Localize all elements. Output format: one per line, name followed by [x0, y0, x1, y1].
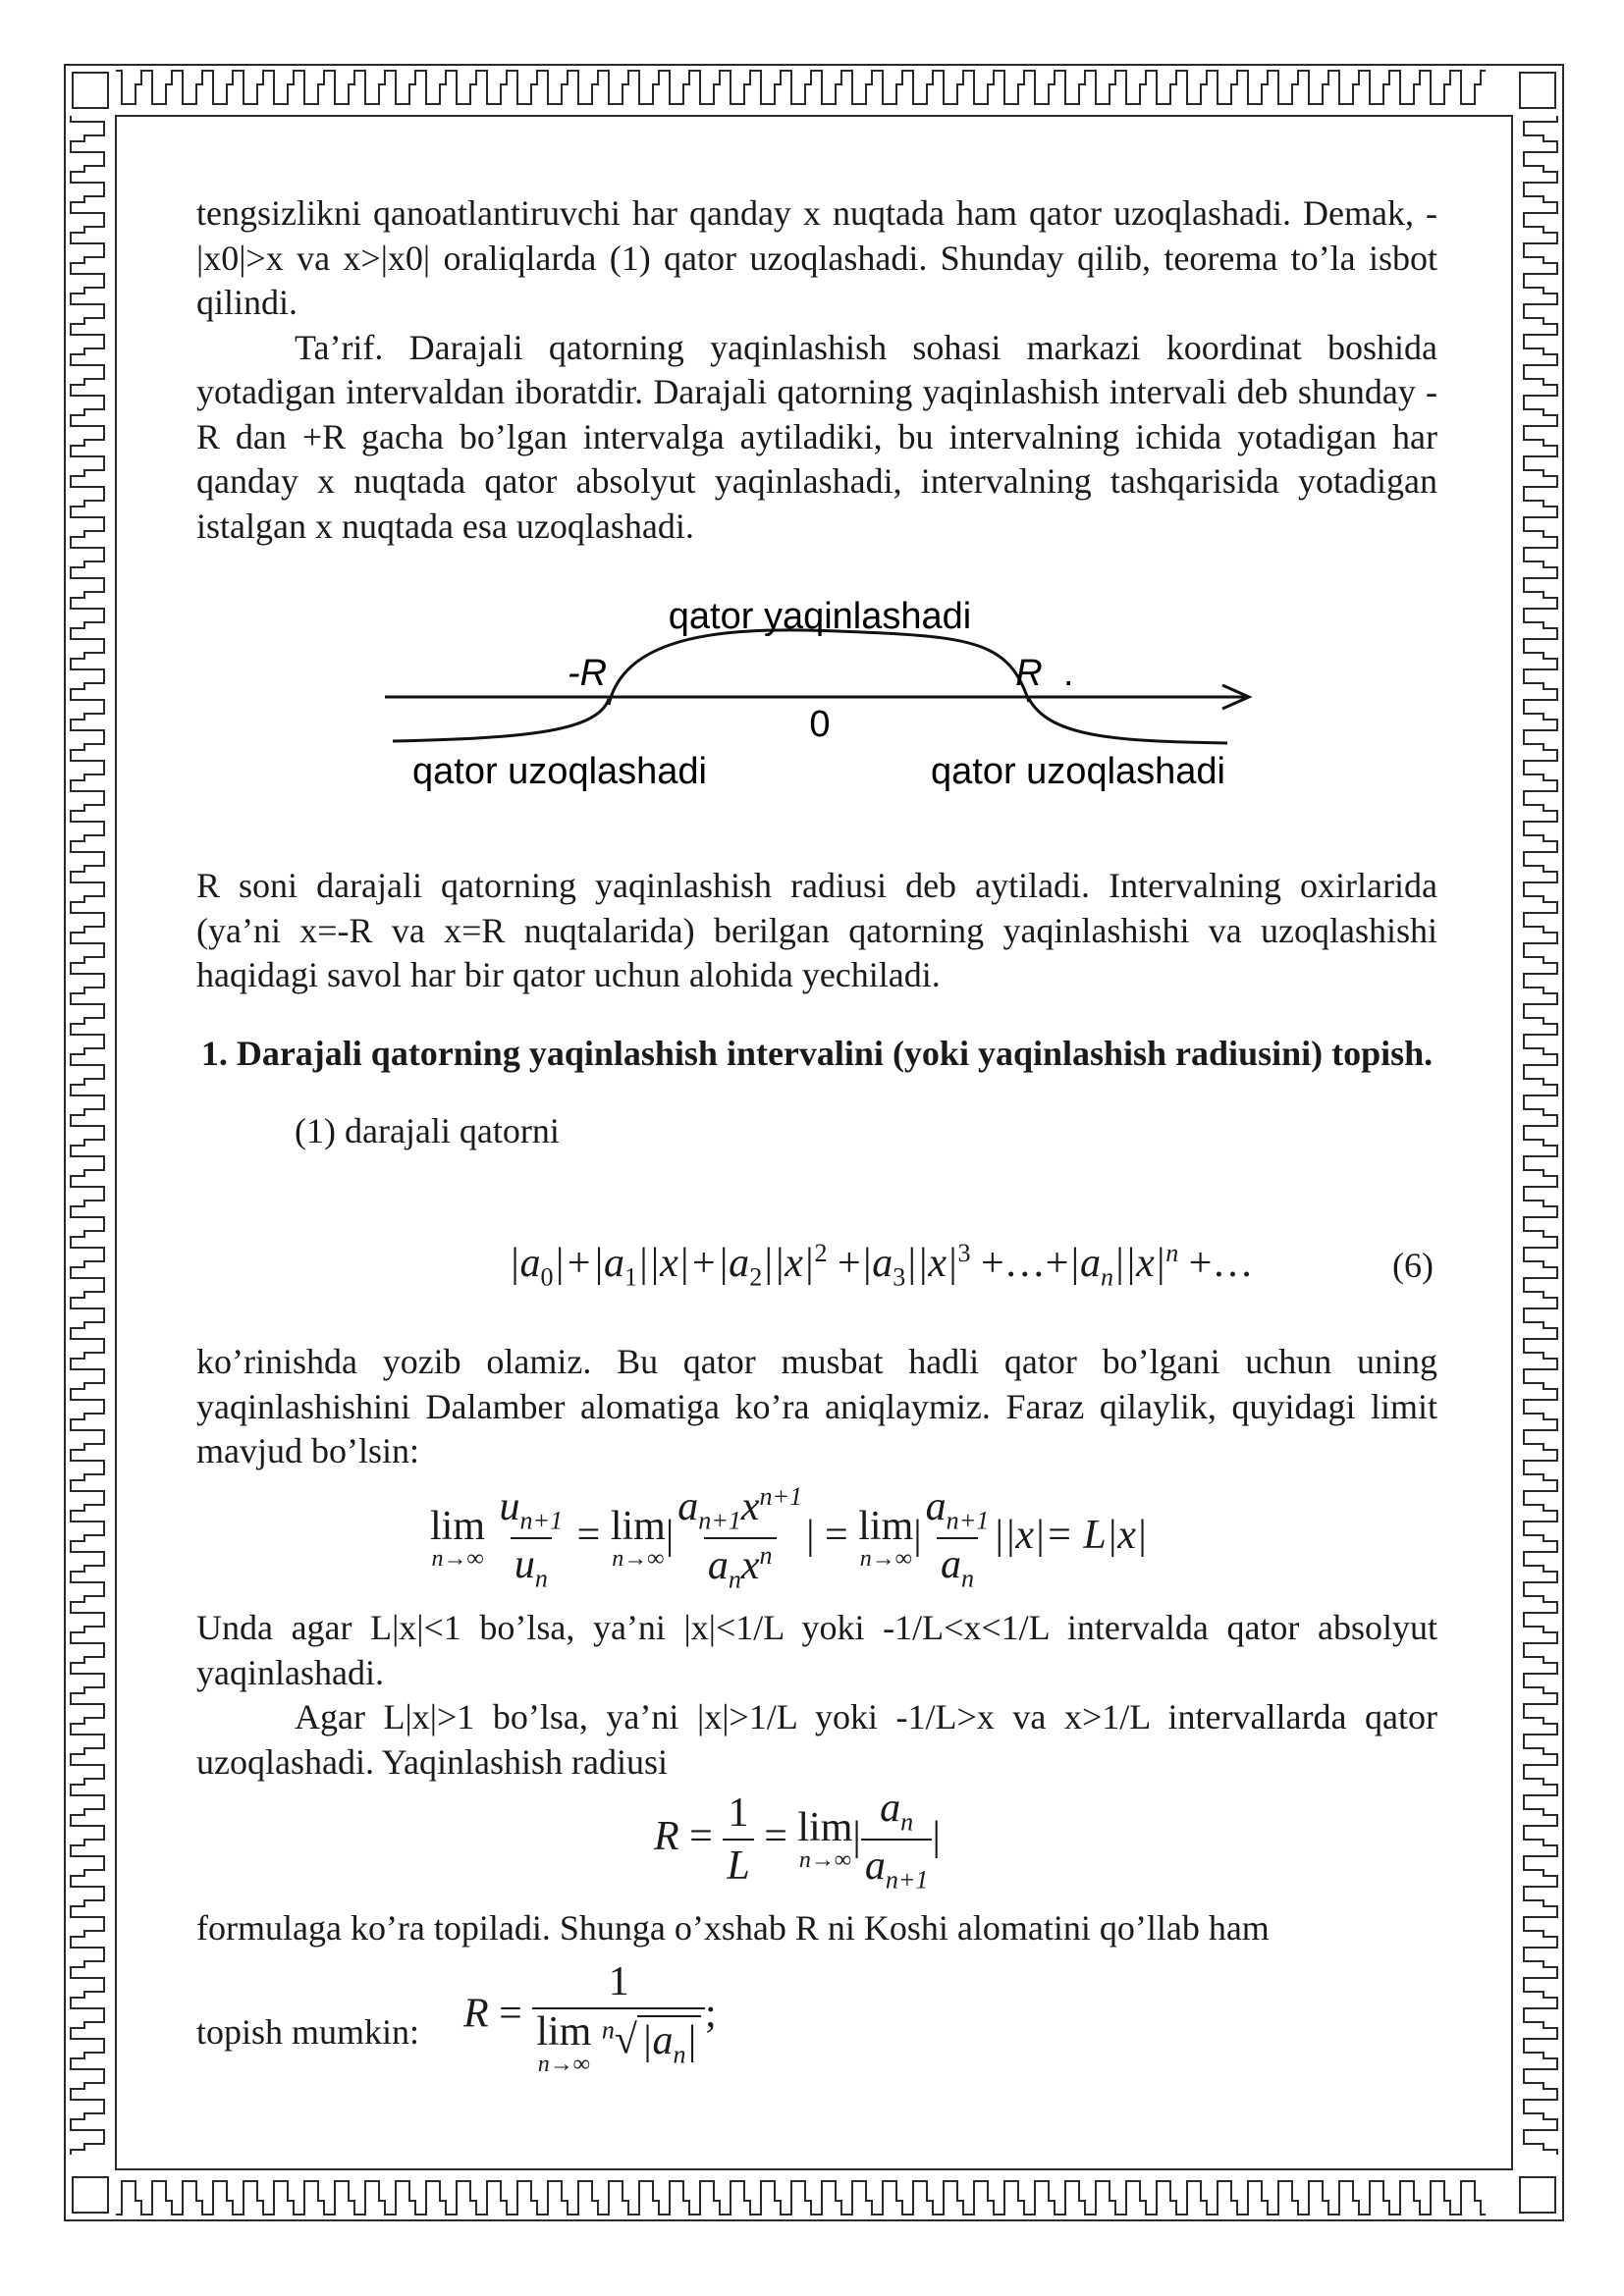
paragraph-koshi: formulaga ko’ra topiladi. Shunga o’xshab R ni Koshi alomatini qo’llab ham [196, 1908, 1270, 1948]
page-body-3 [196, 1340, 1437, 1474]
paragraph-divergence: Agar L|x|>1 bo’lsa, ya’ni |x|>1/L yoki -1/L>x va x>1/L intervallarda qator uzoqlashadi. Yaqinlashish radiusi [196, 1697, 1437, 1782]
paragraph-find: topish mumkin: [196, 2012, 420, 2052]
label-origin: 0 [809, 704, 831, 745]
convergence-diagram [373, 589, 1276, 805]
label-diverges-right: qator uzoqlashadi [931, 751, 1225, 792]
left-divergence-arc [393, 699, 609, 741]
equation-dalamber-limit: lim n→∞ $\frac{u_{n+1}}{u_n}$ = lim n→∞ | $\frac{a_{n+1}x^{n+1}}{a_nx^n}$ | = lim n→∞ | $\frac{a_{n+1}}{a_n}$ ||x|= L|x| [430, 1482, 1148, 1594]
page-body-2 [196, 864, 1437, 1154]
page-body [196, 191, 1437, 549]
section-heading: 1. Darajali qatorning yaqinlashish intervalini (yoki yaqinlashish radiusini) topish. [200, 1033, 1434, 1073]
paragraph-continuation: tengsizlikni qanoatlantiruvchi har qanday x nuqtada ham qator uzoqlashadi. Demak, -|x0|>x va x>|x0| oraliqlarda (1) qator uzoqlashadi. Shunday qilib, teorema to’la isbot qilindi. [196, 193, 1437, 322]
convergence-arc [609, 630, 1029, 705]
equation-radius: R = $\frac{1}{L}$ = lim n→∞ | $\frac{a_n}{a_{n+1}}$ | [654, 1786, 941, 1895]
label-dot: . [1063, 653, 1074, 694]
label-r: R [1015, 653, 1043, 694]
page-body-4 [196, 1606, 1437, 1785]
right-divergence-arc [1029, 699, 1227, 743]
page-body-5 [196, 1906, 1437, 1951]
paragraph-dalamber: ko’rinishda yozib olamiz. Bu qator musbat hadli qator bo’lgani uchun uning yaqinlashishini Dalamber alomatiga ko’ra aniqlaymiz. Faraz qilaylik, quyidagi limit mavjud bo’lsin: [196, 1342, 1437, 1470]
paragraph-definition: Ta’rif. Darajali qatorning yaqinlashish sohasi markazi koordinat boshida yotadigan intervaldan iboratdir. Darajali qatorning yaqinlashish intervali deb shunday -R dan +R gacha bo’lgan intervalga aytiladiki, bu intervalning ichida yotadigan har qanday x nuqtada qator absolyut yaqinlashadi, intervalning tashqarisida yotadigan istalgan x nuqtada esa uzoqlashadi. [196, 327, 1437, 546]
equation-koshi: R = 1 lim n→∞ $^n√|a_n|$ ; [463, 1959, 717, 2077]
label-diverges-left: qator uzoqlashadi [412, 751, 707, 792]
equation-6: $|a_0|+|a_1||x|+|a_2||x|^2 +|a_3||x|^3$ $+\dots+|a_n||x|^n$ +… [509, 1239, 1254, 1292]
paragraph-absolute-convergence: Unda agar L|x|<1 bo’lsa, ya’ni |x|<1/L yoki -1/L<x<1/L intervalda qator absolyut yaqinlashadi. [196, 1608, 1437, 1692]
paragraph-series-intro: (1) darajali qatorni [295, 1111, 560, 1150]
label-converges: qator yaqinlashadi [668, 596, 972, 637]
paragraph-radius: R soni darajali qatorning yaqinlashish radiusi deb aytiladi. Intervalning oxirlarida (ya’ni x=-R va x=R nuqtalarida) berilgan qatorning yaqinlashishi va uzoqlashishi haqidagi savol har bir qator uchun alohida yechiladi. [196, 866, 1437, 994]
label-minus-r: -R [567, 653, 608, 694]
equation-number: (6) [1392, 1246, 1434, 1285]
diagram-graphic [373, 589, 1276, 805]
